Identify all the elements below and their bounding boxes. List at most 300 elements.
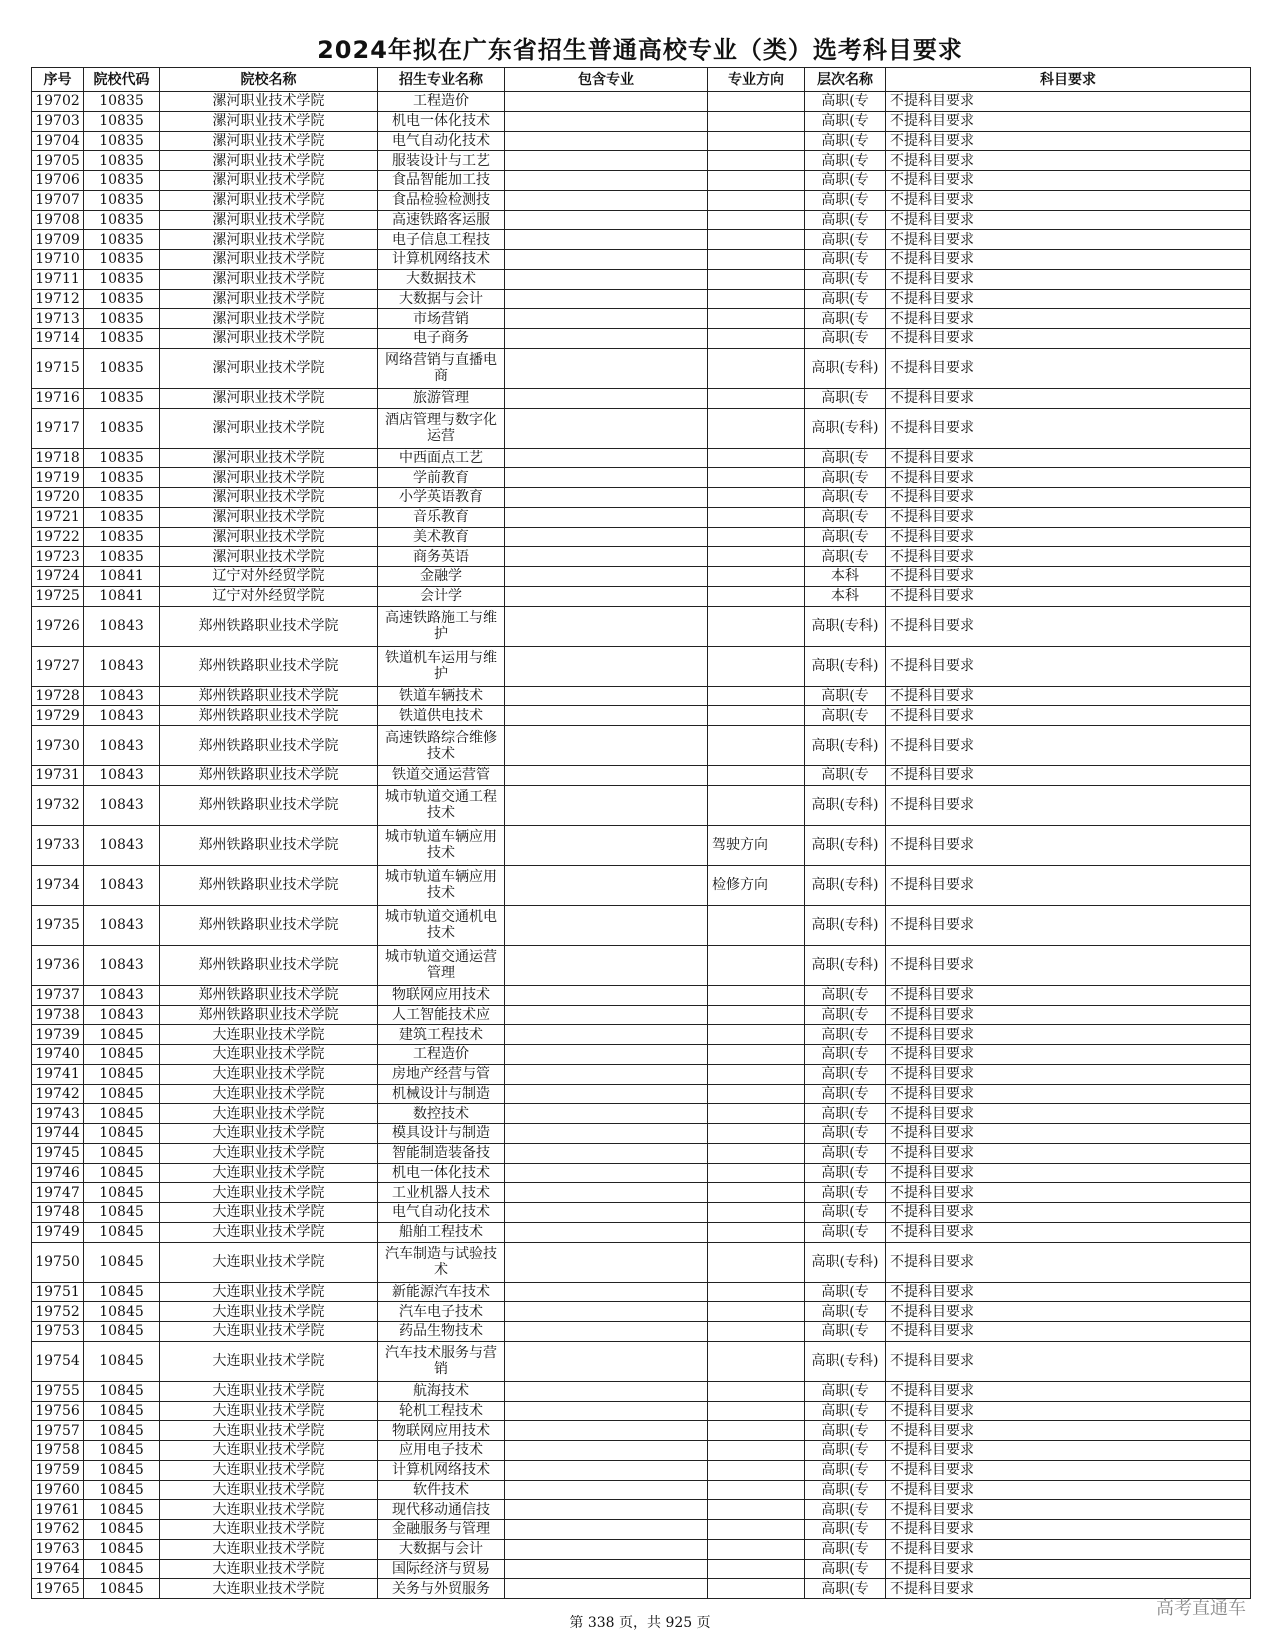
cell-direction bbox=[708, 646, 805, 686]
cell-requirement: 不提科目要求 bbox=[886, 1520, 1251, 1540]
cell-code: 10845 bbox=[84, 1242, 160, 1282]
cell-seq: 19755 bbox=[32, 1381, 84, 1401]
table-row bbox=[32, 1421, 1251, 1441]
table-row bbox=[32, 586, 1251, 606]
cell-school: 大连职业技术学院 bbox=[160, 1203, 378, 1223]
cell-direction bbox=[708, 388, 805, 408]
cell-level: 高职(专 bbox=[805, 1480, 886, 1500]
cell-requirement: 不提科目要求 bbox=[886, 1441, 1251, 1461]
cell-level: 高职(专 bbox=[805, 1539, 886, 1559]
cell-included bbox=[505, 507, 708, 527]
cell-major: 音乐教育 bbox=[378, 507, 505, 527]
table-row bbox=[32, 567, 1251, 587]
header-requirement: 科目要求 bbox=[886, 68, 1251, 92]
table-row bbox=[32, 1282, 1251, 1302]
table-row bbox=[32, 1539, 1251, 1559]
cell-included bbox=[505, 1421, 708, 1441]
table-row bbox=[32, 1401, 1251, 1421]
cell-direction bbox=[708, 1005, 805, 1025]
cell-included bbox=[505, 230, 708, 250]
cell-included bbox=[505, 1064, 708, 1084]
cell-requirement: 不提科目要求 bbox=[886, 606, 1251, 646]
cell-school: 大连职业技术学院 bbox=[160, 1480, 378, 1500]
cell-direction bbox=[708, 111, 805, 131]
cell-major: 汽车制造与试验技术 bbox=[378, 1242, 505, 1282]
cell-level: 高职(专 bbox=[805, 309, 886, 329]
cell-major: 铁道供电技术 bbox=[378, 706, 505, 726]
cell-level: 高职(专 bbox=[805, 1322, 886, 1342]
cell-level: 高职(专 bbox=[805, 1282, 886, 1302]
cell-seq: 19752 bbox=[32, 1302, 84, 1322]
table-row bbox=[32, 865, 1251, 905]
cell-level: 高职(专科) bbox=[805, 1242, 886, 1282]
cell-school: 大连职业技术学院 bbox=[160, 1183, 378, 1203]
cell-included bbox=[505, 785, 708, 825]
cell-direction bbox=[708, 1559, 805, 1579]
cell-direction bbox=[708, 92, 805, 112]
cell-code: 10835 bbox=[84, 408, 160, 448]
cell-school: 大连职业技术学院 bbox=[160, 1460, 378, 1480]
cell-requirement: 不提科目要求 bbox=[886, 1421, 1251, 1441]
table-row bbox=[32, 1520, 1251, 1540]
cell-included bbox=[505, 547, 708, 567]
cell-code: 10835 bbox=[84, 269, 160, 289]
cell-major: 铁道机车运用与维护 bbox=[378, 646, 505, 686]
cell-seq: 19709 bbox=[32, 230, 84, 250]
cell-direction bbox=[708, 1242, 805, 1282]
cell-code: 10845 bbox=[84, 1282, 160, 1302]
table-row bbox=[32, 507, 1251, 527]
cell-requirement: 不提科目要求 bbox=[886, 726, 1251, 766]
cell-requirement: 不提科目要求 bbox=[886, 1203, 1251, 1223]
cell-level: 高职(专 bbox=[805, 1045, 886, 1065]
cell-code: 10843 bbox=[84, 785, 160, 825]
cell-level: 高职(专 bbox=[805, 250, 886, 270]
cell-direction bbox=[708, 348, 805, 388]
cell-direction bbox=[708, 586, 805, 606]
cell-included bbox=[505, 1282, 708, 1302]
cell-seq: 19725 bbox=[32, 586, 84, 606]
cell-major: 电气自动化技术 bbox=[378, 1203, 505, 1223]
cell-seq: 19716 bbox=[32, 388, 84, 408]
header-seq: 序号 bbox=[32, 68, 84, 92]
cell-seq: 19759 bbox=[32, 1460, 84, 1480]
table-row bbox=[32, 230, 1251, 250]
cell-direction bbox=[708, 606, 805, 646]
cell-direction bbox=[708, 1045, 805, 1065]
cell-major: 工业机器人技术 bbox=[378, 1183, 505, 1203]
cell-code: 10835 bbox=[84, 289, 160, 309]
cell-direction bbox=[708, 1143, 805, 1163]
cell-code: 10835 bbox=[84, 190, 160, 210]
cell-included bbox=[505, 309, 708, 329]
cell-requirement: 不提科目要求 bbox=[886, 567, 1251, 587]
table-row bbox=[32, 1064, 1251, 1084]
cell-school: 漯河职业技术学院 bbox=[160, 289, 378, 309]
cell-code: 10845 bbox=[84, 1104, 160, 1124]
cell-seq: 19742 bbox=[32, 1084, 84, 1104]
cell-direction bbox=[708, 230, 805, 250]
table-row bbox=[32, 825, 1251, 865]
cell-requirement: 不提科目要求 bbox=[886, 408, 1251, 448]
cell-level: 高职(专 bbox=[805, 507, 886, 527]
cell-level: 高职(专 bbox=[805, 527, 886, 547]
table-row bbox=[32, 151, 1251, 171]
cell-major: 旅游管理 bbox=[378, 388, 505, 408]
cell-seq: 19719 bbox=[32, 468, 84, 488]
table-row bbox=[32, 309, 1251, 329]
cell-included bbox=[505, 408, 708, 448]
cell-code: 10843 bbox=[84, 766, 160, 786]
cell-level: 高职(专 bbox=[805, 766, 886, 786]
cell-direction bbox=[708, 1441, 805, 1461]
cell-code: 10845 bbox=[84, 1460, 160, 1480]
cell-code: 10843 bbox=[84, 825, 160, 865]
table-row bbox=[32, 1045, 1251, 1065]
cell-level: 本科 bbox=[805, 567, 886, 587]
cell-direction bbox=[708, 1480, 805, 1500]
cell-seq: 19718 bbox=[32, 448, 84, 468]
cell-included bbox=[505, 1104, 708, 1124]
cell-seq: 19747 bbox=[32, 1183, 84, 1203]
cell-included bbox=[505, 1124, 708, 1144]
cell-code: 10835 bbox=[84, 448, 160, 468]
header-major: 招生专业名称 bbox=[378, 68, 505, 92]
cell-level: 高职(专 bbox=[805, 686, 886, 706]
cell-school: 郑州铁路职业技术学院 bbox=[160, 905, 378, 945]
cell-seq: 19703 bbox=[32, 111, 84, 131]
cell-included bbox=[505, 468, 708, 488]
cell-major: 汽车技术服务与营销 bbox=[378, 1341, 505, 1381]
cell-included bbox=[505, 1401, 708, 1421]
cell-code: 10845 bbox=[84, 1322, 160, 1342]
cell-direction: 驾驶方向 bbox=[708, 825, 805, 865]
cell-direction bbox=[708, 151, 805, 171]
cell-direction bbox=[708, 547, 805, 567]
cell-requirement: 不提科目要求 bbox=[886, 309, 1251, 329]
cell-level: 高职(专科) bbox=[805, 348, 886, 388]
cell-code: 10843 bbox=[84, 606, 160, 646]
cell-direction bbox=[708, 1401, 805, 1421]
cell-school: 漯河职业技术学院 bbox=[160, 468, 378, 488]
cell-code: 10845 bbox=[84, 1302, 160, 1322]
cell-school: 大连职业技术学院 bbox=[160, 1064, 378, 1084]
cell-code: 10843 bbox=[84, 1005, 160, 1025]
cell-included bbox=[505, 1005, 708, 1025]
cell-seq: 19706 bbox=[32, 171, 84, 191]
cell-included bbox=[505, 865, 708, 905]
cell-included bbox=[505, 329, 708, 349]
cell-direction bbox=[708, 567, 805, 587]
cell-included bbox=[505, 1183, 708, 1203]
cell-school: 大连职业技术学院 bbox=[160, 1579, 378, 1599]
cell-requirement: 不提科目要求 bbox=[886, 1579, 1251, 1599]
cell-included bbox=[505, 1045, 708, 1065]
cell-included bbox=[505, 567, 708, 587]
table-row bbox=[32, 547, 1251, 567]
cell-school: 漯河职业技术学院 bbox=[160, 388, 378, 408]
cell-direction bbox=[708, 1163, 805, 1183]
cell-code: 10845 bbox=[84, 1084, 160, 1104]
cell-major: 物联网应用技术 bbox=[378, 1421, 505, 1441]
cell-major: 机电一体化技术 bbox=[378, 1163, 505, 1183]
cell-code: 10843 bbox=[84, 945, 160, 985]
cell-code: 10845 bbox=[84, 1579, 160, 1599]
cell-level: 高职(专 bbox=[805, 1005, 886, 1025]
cell-major: 中西面点工艺 bbox=[378, 448, 505, 468]
cell-included bbox=[505, 905, 708, 945]
cell-school: 郑州铁路职业技术学院 bbox=[160, 726, 378, 766]
cell-seq: 19723 bbox=[32, 547, 84, 567]
header-included: 包含专业 bbox=[505, 68, 708, 92]
cell-school: 漯河职业技术学院 bbox=[160, 151, 378, 171]
cell-code: 10843 bbox=[84, 865, 160, 905]
cell-included bbox=[505, 1143, 708, 1163]
cell-code: 10835 bbox=[84, 92, 160, 112]
cell-seq: 19721 bbox=[32, 507, 84, 527]
cell-included bbox=[505, 1341, 708, 1381]
cell-requirement: 不提科目要求 bbox=[886, 1005, 1251, 1025]
cell-major: 高速铁路施工与维护 bbox=[378, 606, 505, 646]
cell-seq: 19722 bbox=[32, 527, 84, 547]
cell-seq: 19758 bbox=[32, 1441, 84, 1461]
cell-level: 高职(专 bbox=[805, 1579, 886, 1599]
cell-requirement: 不提科目要求 bbox=[886, 190, 1251, 210]
cell-seq: 19749 bbox=[32, 1222, 84, 1242]
cell-included bbox=[505, 348, 708, 388]
cell-direction bbox=[708, 1203, 805, 1223]
cell-requirement: 不提科目要求 bbox=[886, 388, 1251, 408]
cell-level: 高职(专 bbox=[805, 1124, 886, 1144]
cell-seq: 19741 bbox=[32, 1064, 84, 1084]
table-row bbox=[32, 1302, 1251, 1322]
cell-level: 高职(专 bbox=[805, 1381, 886, 1401]
cell-school: 大连职业技术学院 bbox=[160, 1242, 378, 1282]
cell-school: 郑州铁路职业技术学院 bbox=[160, 825, 378, 865]
cell-school: 大连职业技术学院 bbox=[160, 1441, 378, 1461]
cell-seq: 19750 bbox=[32, 1242, 84, 1282]
header-direction: 专业方向 bbox=[708, 68, 805, 92]
cell-requirement: 不提科目要求 bbox=[886, 1381, 1251, 1401]
cell-level: 高职(专 bbox=[805, 1084, 886, 1104]
brand-watermark: 高考直通车 bbox=[1156, 1598, 1246, 1619]
cell-requirement: 不提科目要求 bbox=[886, 329, 1251, 349]
cell-seq: 19762 bbox=[32, 1520, 84, 1540]
cell-major: 机电一体化技术 bbox=[378, 111, 505, 131]
cell-code: 10845 bbox=[84, 1045, 160, 1065]
cell-code: 10835 bbox=[84, 171, 160, 191]
table-row bbox=[32, 1104, 1251, 1124]
cell-seq: 19761 bbox=[32, 1500, 84, 1520]
cell-direction bbox=[708, 1302, 805, 1322]
cell-direction bbox=[708, 1500, 805, 1520]
cell-school: 漯河职业技术学院 bbox=[160, 269, 378, 289]
cell-code: 10835 bbox=[84, 468, 160, 488]
cell-school: 郑州铁路职业技术学院 bbox=[160, 1005, 378, 1025]
cell-school: 大连职业技术学院 bbox=[160, 1143, 378, 1163]
cell-code: 10843 bbox=[84, 706, 160, 726]
table-row bbox=[32, 1480, 1251, 1500]
table-row bbox=[32, 1460, 1251, 1480]
cell-level: 高职(专科) bbox=[805, 646, 886, 686]
cell-school: 漯河职业技术学院 bbox=[160, 309, 378, 329]
cell-major: 航海技术 bbox=[378, 1381, 505, 1401]
cell-included bbox=[505, 706, 708, 726]
cell-requirement: 不提科目要求 bbox=[886, 1480, 1251, 1500]
cell-school: 大连职业技术学院 bbox=[160, 1124, 378, 1144]
cell-code: 10845 bbox=[84, 1381, 160, 1401]
cell-major: 计算机网络技术 bbox=[378, 1460, 505, 1480]
cell-level: 本科 bbox=[805, 586, 886, 606]
cell-school: 郑州铁路职业技术学院 bbox=[160, 945, 378, 985]
cell-school: 郑州铁路职业技术学院 bbox=[160, 606, 378, 646]
cell-included bbox=[505, 1500, 708, 1520]
cell-code: 10835 bbox=[84, 507, 160, 527]
cell-direction bbox=[708, 766, 805, 786]
cell-school: 漯河职业技术学院 bbox=[160, 171, 378, 191]
cell-seq: 19730 bbox=[32, 726, 84, 766]
table-row bbox=[32, 1500, 1251, 1520]
cell-school: 大连职业技术学院 bbox=[160, 1282, 378, 1302]
cell-major: 小学英语教育 bbox=[378, 488, 505, 508]
cell-major: 软件技术 bbox=[378, 1480, 505, 1500]
cell-major: 药品生物技术 bbox=[378, 1322, 505, 1342]
cell-level: 高职(专 bbox=[805, 1025, 886, 1045]
cell-included bbox=[505, 388, 708, 408]
table-row bbox=[32, 1559, 1251, 1579]
cell-major: 新能源汽车技术 bbox=[378, 1282, 505, 1302]
table-row bbox=[32, 985, 1251, 1005]
cell-school: 大连职业技术学院 bbox=[160, 1104, 378, 1124]
cell-seq: 19726 bbox=[32, 606, 84, 646]
cell-direction: 检修方向 bbox=[708, 865, 805, 905]
cell-major: 商务英语 bbox=[378, 547, 505, 567]
cell-code: 10835 bbox=[84, 547, 160, 567]
cell-school: 大连职业技术学院 bbox=[160, 1381, 378, 1401]
cell-seq: 19720 bbox=[32, 488, 84, 508]
cell-requirement: 不提科目要求 bbox=[886, 945, 1251, 985]
cell-major: 大数据与会计 bbox=[378, 289, 505, 309]
cell-major: 电气自动化技术 bbox=[378, 131, 505, 151]
cell-requirement: 不提科目要求 bbox=[886, 706, 1251, 726]
cell-included bbox=[505, 448, 708, 468]
cell-included bbox=[505, 527, 708, 547]
table-row bbox=[32, 448, 1251, 468]
cell-included bbox=[505, 92, 708, 112]
cell-requirement: 不提科目要求 bbox=[886, 1302, 1251, 1322]
cell-direction bbox=[708, 309, 805, 329]
cell-requirement: 不提科目要求 bbox=[886, 1539, 1251, 1559]
table-row bbox=[32, 488, 1251, 508]
cell-level: 高职(专 bbox=[805, 547, 886, 567]
cell-seq: 19744 bbox=[32, 1124, 84, 1144]
cell-level: 高职(专 bbox=[805, 230, 886, 250]
cell-requirement: 不提科目要求 bbox=[886, 1143, 1251, 1163]
cell-direction bbox=[708, 507, 805, 527]
table-row bbox=[32, 348, 1251, 388]
cell-major: 工程造价 bbox=[378, 1045, 505, 1065]
cell-seq: 19708 bbox=[32, 210, 84, 230]
cell-seq: 19704 bbox=[32, 131, 84, 151]
cell-included bbox=[505, 1222, 708, 1242]
cell-seq: 19756 bbox=[32, 1401, 84, 1421]
cell-requirement: 不提科目要求 bbox=[886, 289, 1251, 309]
cell-seq: 19753 bbox=[32, 1322, 84, 1342]
cell-major: 机械设计与制造 bbox=[378, 1084, 505, 1104]
cell-level: 高职(专 bbox=[805, 190, 886, 210]
cell-level: 高职(专 bbox=[805, 1302, 886, 1322]
cell-seq: 19731 bbox=[32, 766, 84, 786]
cell-major: 轮机工程技术 bbox=[378, 1401, 505, 1421]
cell-major: 现代移动通信技 bbox=[378, 1500, 505, 1520]
cell-level: 高职(专 bbox=[805, 1222, 886, 1242]
cell-included bbox=[505, 1579, 708, 1599]
cell-major: 智能制造装备技 bbox=[378, 1143, 505, 1163]
cell-code: 10835 bbox=[84, 250, 160, 270]
cell-level: 高职(专 bbox=[805, 1441, 886, 1461]
table-row bbox=[32, 1579, 1251, 1599]
cell-seq: 19757 bbox=[32, 1421, 84, 1441]
cell-level: 高职(专科) bbox=[805, 606, 886, 646]
cell-direction bbox=[708, 408, 805, 448]
cell-school: 郑州铁路职业技术学院 bbox=[160, 646, 378, 686]
cell-major: 汽车电子技术 bbox=[378, 1302, 505, 1322]
table-row bbox=[32, 945, 1251, 985]
cell-requirement: 不提科目要求 bbox=[886, 865, 1251, 905]
cell-requirement: 不提科目要求 bbox=[886, 151, 1251, 171]
cell-direction bbox=[708, 1282, 805, 1302]
cell-major: 金融学 bbox=[378, 567, 505, 587]
cell-seq: 19765 bbox=[32, 1579, 84, 1599]
cell-major: 房地产经营与管 bbox=[378, 1064, 505, 1084]
cell-code: 10845 bbox=[84, 1500, 160, 1520]
cell-major: 市场营销 bbox=[378, 309, 505, 329]
cell-level: 高职(专 bbox=[805, 1143, 886, 1163]
cell-school: 大连职业技术学院 bbox=[160, 1322, 378, 1342]
cell-level: 高职(专 bbox=[805, 1520, 886, 1540]
cell-direction bbox=[708, 785, 805, 825]
cell-direction bbox=[708, 726, 805, 766]
cell-seq: 19713 bbox=[32, 309, 84, 329]
cell-requirement: 不提科目要求 bbox=[886, 1025, 1251, 1045]
cell-level: 高职(专科) bbox=[805, 865, 886, 905]
cell-school: 漯河职业技术学院 bbox=[160, 329, 378, 349]
cell-code: 10845 bbox=[84, 1064, 160, 1084]
cell-school: 大连职业技术学院 bbox=[160, 1401, 378, 1421]
table-row bbox=[32, 1183, 1251, 1203]
cell-major: 模具设计与制造 bbox=[378, 1124, 505, 1144]
cell-level: 高职(专 bbox=[805, 1064, 886, 1084]
cell-requirement: 不提科目要求 bbox=[886, 448, 1251, 468]
cell-included bbox=[505, 1381, 708, 1401]
cell-code: 10835 bbox=[84, 388, 160, 408]
cell-direction bbox=[708, 1124, 805, 1144]
table-row bbox=[32, 92, 1251, 112]
cell-seq: 19732 bbox=[32, 785, 84, 825]
cell-level: 高职(专 bbox=[805, 468, 886, 488]
cell-included bbox=[505, 1480, 708, 1500]
cell-requirement: 不提科目要求 bbox=[886, 131, 1251, 151]
cell-major: 金融服务与管理 bbox=[378, 1520, 505, 1540]
cell-requirement: 不提科目要求 bbox=[886, 766, 1251, 786]
cell-code: 10835 bbox=[84, 329, 160, 349]
cell-direction bbox=[708, 686, 805, 706]
cell-seq: 19746 bbox=[32, 1163, 84, 1183]
cell-direction bbox=[708, 250, 805, 270]
cell-included bbox=[505, 289, 708, 309]
cell-included bbox=[505, 250, 708, 270]
cell-direction bbox=[708, 190, 805, 210]
